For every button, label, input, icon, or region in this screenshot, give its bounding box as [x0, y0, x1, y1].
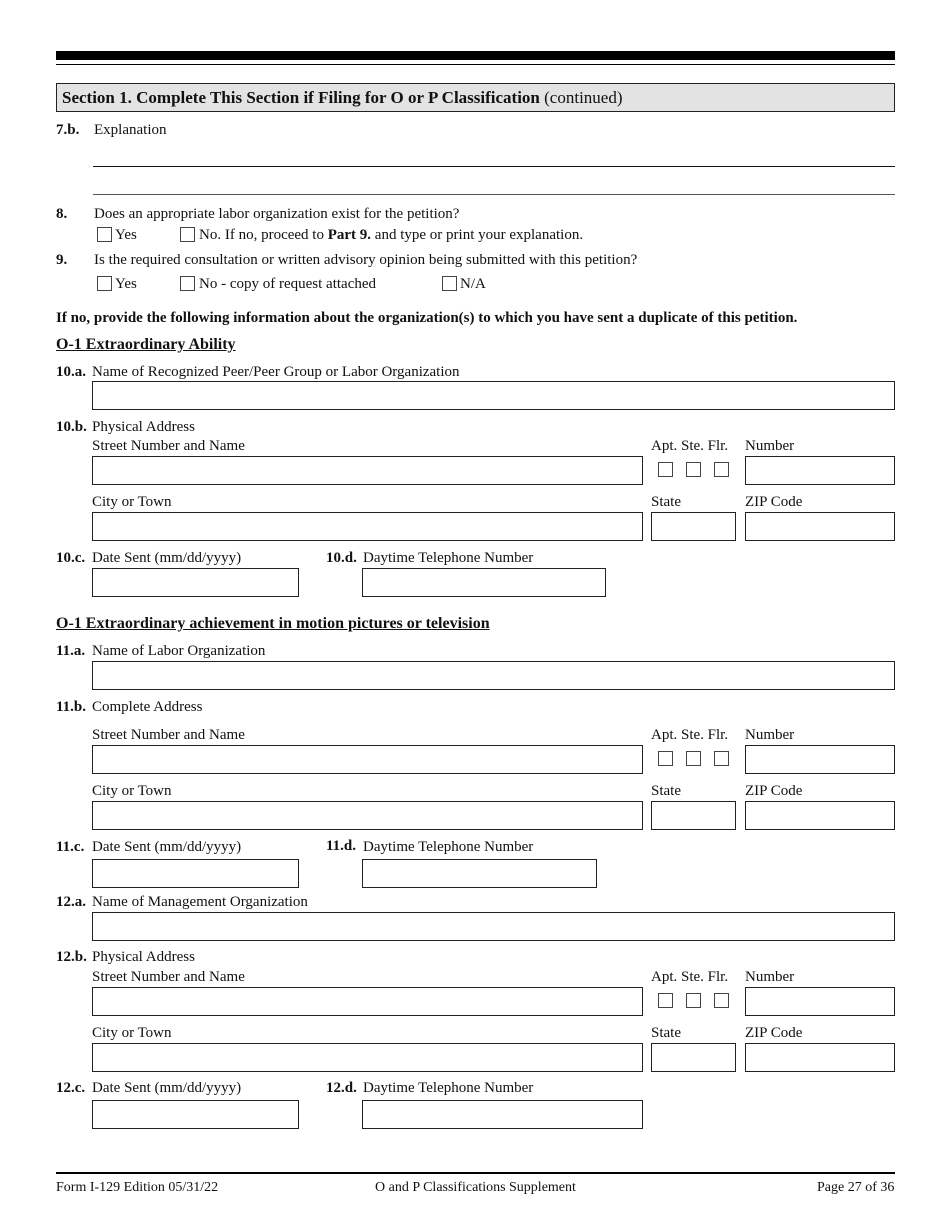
- q10d-phone-input[interactable]: [362, 568, 606, 597]
- q10b-number-input[interactable]: [745, 456, 895, 485]
- q11b-street-input[interactable]: [92, 745, 643, 774]
- q11b-number-label: Number: [745, 727, 795, 743]
- q11a-number: 11.a.: [56, 643, 86, 659]
- q12b-city-input[interactable]: [92, 1043, 643, 1072]
- q10c-date-input[interactable]: [92, 568, 299, 597]
- section-banner: [56, 83, 895, 112]
- q9-na-label: N/A: [460, 276, 486, 292]
- q8-yes-label: Yes: [115, 227, 137, 243]
- q9-no-checkbox[interactable]: [180, 276, 195, 291]
- q11b-city-label: City or Town: [92, 783, 172, 799]
- q11a-label: Name of Labor Organization: [92, 643, 266, 659]
- q9-question: Is the required consultation or written advisory opinion being submitted with this petition?: [94, 252, 638, 268]
- q11b-street-label: Street Number and Name: [92, 727, 245, 743]
- q12c-date-input[interactable]: [92, 1100, 299, 1129]
- q10b-zip-input[interactable]: [745, 512, 895, 541]
- q12b-label: Physical Address: [92, 949, 195, 965]
- q10b-apt-checkbox[interactable]: [658, 462, 673, 477]
- q12b-street-label: Street Number and Name: [92, 969, 245, 985]
- q12a-number: 12.a.: [56, 894, 86, 910]
- q11c-number: 11.c.: [56, 839, 85, 855]
- q12b-number-label: Number: [745, 969, 795, 985]
- q9-na-checkbox[interactable]: [442, 276, 457, 291]
- q7b-label: Explanation: [94, 122, 167, 138]
- q12d-number: 12.d.: [326, 1080, 357, 1096]
- q11d-label: Daytime Telephone Number: [363, 839, 534, 855]
- q11b-flr-checkbox[interactable]: [714, 751, 729, 766]
- q12b-state-input[interactable]: [651, 1043, 736, 1072]
- q11b-apt-checkbox[interactable]: [658, 751, 673, 766]
- q7b-number: 7.b.: [56, 122, 80, 138]
- q10b-street-input[interactable]: [92, 456, 643, 485]
- section-title: Section 1. Complete This Section if Filing for O or P Classification: [62, 88, 540, 107]
- q8-number: 8.: [56, 206, 68, 222]
- section-suffix: (continued): [544, 88, 623, 107]
- footer-form: Form I-129 Edition 05/31/22: [56, 1180, 219, 1195]
- q11b-zip-label: ZIP Code: [745, 783, 803, 799]
- q10b-state-input[interactable]: [651, 512, 736, 541]
- q11d-phone-input[interactable]: [362, 859, 597, 888]
- q9-yes-label: Yes: [115, 276, 137, 292]
- q11b-ste-checkbox[interactable]: [686, 751, 701, 766]
- o1-motion-heading: O-1 Extraordinary achievement in motion pictures or television: [56, 615, 490, 632]
- q8-yes-checkbox[interactable]: [97, 227, 112, 242]
- q10d-label: Daytime Telephone Number: [363, 550, 534, 566]
- instruction-text: If no, provide the following information about the organization(s) to which you have sent a duplicate of this petition.: [56, 310, 798, 326]
- q10c-label: Date Sent (mm/dd/yyyy): [92, 550, 242, 566]
- q11b-zip-input[interactable]: [745, 801, 895, 830]
- q10b-number-label: Number: [745, 438, 795, 454]
- q10b-label: Physical Address: [92, 419, 195, 435]
- q8-question: Does an appropriate labor organization exist for the petition?: [94, 206, 460, 222]
- q12b-flr-checkbox[interactable]: [714, 993, 729, 1008]
- q10b-ste-checkbox[interactable]: [686, 462, 701, 477]
- q11c-date-input[interactable]: [92, 859, 299, 888]
- explanation-line-1[interactable]: [93, 166, 895, 167]
- q10d-number: 10.d.: [326, 550, 357, 566]
- q9-number: 9.: [56, 252, 68, 268]
- footer-rule: [56, 1172, 895, 1174]
- q9-no-label: No - copy of request attached: [199, 276, 377, 292]
- q8-no-label: No. If no, proceed to Part 9. and type or print your explanation.: [199, 227, 584, 243]
- q11b-number: 11.b.: [56, 699, 87, 715]
- header-thin-bar: [56, 64, 895, 65]
- q11b-city-input[interactable]: [92, 801, 643, 830]
- q12c-number: 12.c.: [56, 1080, 86, 1096]
- q11a-input[interactable]: [92, 661, 895, 690]
- q12b-number-input[interactable]: [745, 987, 895, 1016]
- q12d-label: Daytime Telephone Number: [363, 1080, 534, 1096]
- q11b-number-input[interactable]: [745, 745, 895, 774]
- q10a-number: 10.a.: [56, 364, 86, 380]
- q10b-street-label: Street Number and Name: [92, 438, 245, 454]
- q10b-city-input[interactable]: [92, 512, 643, 541]
- q12b-state-label: State: [651, 1025, 681, 1041]
- q12b-number: 12.b.: [56, 949, 87, 965]
- q12b-ste-checkbox[interactable]: [686, 993, 701, 1008]
- q8-no-checkbox[interactable]: [180, 227, 195, 242]
- q10b-zip-label: ZIP Code: [745, 494, 803, 510]
- q10b-number: 10.b.: [56, 419, 87, 435]
- q11b-state-label: State: [651, 783, 681, 799]
- q10c-number: 10.c.: [56, 550, 86, 566]
- q10b-flr-checkbox[interactable]: [714, 462, 729, 477]
- q12b-street-input[interactable]: [92, 987, 643, 1016]
- q12b-zip-label: ZIP Code: [745, 1025, 803, 1041]
- q12b-apt-checkbox[interactable]: [658, 993, 673, 1008]
- q12b-apt-label: Apt. Ste. Flr.: [651, 969, 729, 985]
- q11b-state-input[interactable]: [651, 801, 736, 830]
- q12b-zip-input[interactable]: [745, 1043, 895, 1072]
- q10a-label: Name of Recognized Peer/Peer Group or Labor Organization: [92, 364, 460, 380]
- q12d-phone-input[interactable]: [362, 1100, 643, 1129]
- q10b-city-label: City or Town: [92, 494, 172, 510]
- q12b-city-label: City or Town: [92, 1025, 172, 1041]
- q11b-label: Complete Address: [92, 699, 203, 715]
- footer-center: O and P Classifications Supplement: [375, 1180, 576, 1195]
- header-thick-bar: [56, 51, 895, 60]
- explanation-line-2[interactable]: [93, 194, 895, 195]
- q12c-label: Date Sent (mm/dd/yyyy): [92, 1080, 242, 1096]
- q10b-apt-label: Apt. Ste. Flr.: [651, 438, 729, 454]
- o1-ability-heading: O-1 Extraordinary Ability: [56, 336, 236, 353]
- q12a-label: Name of Management Organization: [92, 894, 308, 910]
- q11b-apt-label: Apt. Ste. Flr.: [651, 727, 729, 743]
- q11c-label: Date Sent (mm/dd/yyyy): [92, 839, 242, 855]
- q10b-state-label: State: [651, 494, 681, 510]
- q12a-input[interactable]: [92, 912, 895, 941]
- q9-yes-checkbox[interactable]: [97, 276, 112, 291]
- q10a-input[interactable]: [92, 381, 895, 410]
- q11d-number: 11.d.: [326, 838, 357, 854]
- footer-page: Page 27 of 36: [817, 1180, 895, 1195]
